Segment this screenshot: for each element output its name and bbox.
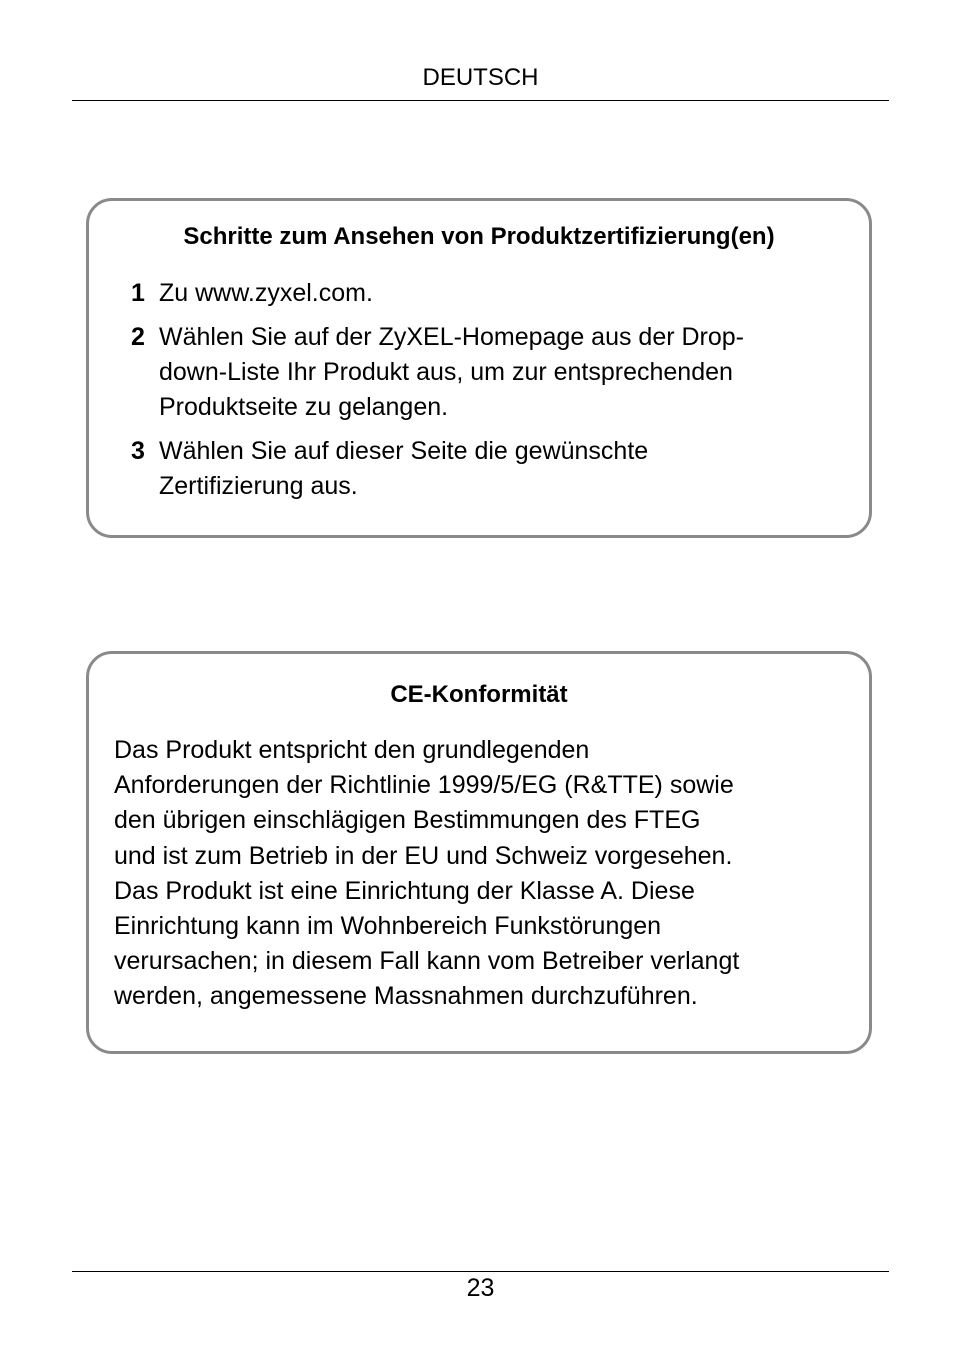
- page-number: 23: [466, 1274, 495, 1302]
- ce-text-line: Das Produkt entspricht den grundlegenden: [114, 736, 590, 764]
- step-text-line: Zu www.zyxel.com.: [159, 279, 373, 307]
- ce-text-line: Das Produkt ist eine Einrichtung der Klasse A. Diese: [114, 876, 695, 905]
- step-text-line: Zertifizierung aus.: [159, 472, 358, 500]
- certification-steps-list: [131, 276, 859, 513]
- ce-text-line: Einrichtung kann im Wohnbereich Funkstörungen: [114, 912, 662, 941]
- header-divider: [72, 100, 889, 101]
- certification-steps-title: Schritte zum Ansehen von Produktzertifizierung(en): [183, 223, 775, 250]
- ce-text-line: werden, angemessene Massnahmen durchzuführen.: [114, 982, 698, 1011]
- step-text: [159, 320, 859, 425]
- step-text: [159, 276, 859, 311]
- step-text: [159, 434, 859, 504]
- ce-text-line: den übrigen einschlägigen Bestimmungen des FTEG: [114, 806, 701, 835]
- step-text-line: down-Liste Ihr Produkt aus, um zur entsprechenden: [159, 358, 733, 386]
- certification-steps-box: [86, 198, 872, 538]
- step-number: 2: [131, 323, 145, 351]
- step-text-line: Produktseite zu gelangen.: [159, 393, 449, 421]
- ce-text-line: verursachen; in diesem Fall kann vom Betreiber verlangt: [114, 947, 740, 976]
- step-item-1: [131, 276, 859, 311]
- ce-conformity-text: [114, 733, 857, 1015]
- step-text-line: Wählen Sie auf der ZyXEL-Homepage aus der Drop-: [159, 323, 745, 351]
- ce-text-line: und ist zum Betrieb in der EU und Schweiz vorgesehen.: [114, 841, 733, 870]
- footer-divider: [72, 1271, 889, 1272]
- step-item-2: [131, 320, 859, 425]
- ce-text-line: Anforderungen der Richtlinie 1999/5/EG (R&TTE) sowie: [114, 771, 734, 800]
- step-number: 1: [131, 279, 145, 307]
- step-item-3: [131, 434, 859, 504]
- step-number: 3: [131, 437, 145, 465]
- ce-conformity-box: [86, 651, 872, 1054]
- page-header-title: DEUTSCH: [422, 64, 539, 91]
- step-text-line: Wählen Sie auf dieser Seite die gewünschte: [159, 437, 649, 465]
- ce-conformity-title: CE-Konformität: [390, 681, 568, 708]
